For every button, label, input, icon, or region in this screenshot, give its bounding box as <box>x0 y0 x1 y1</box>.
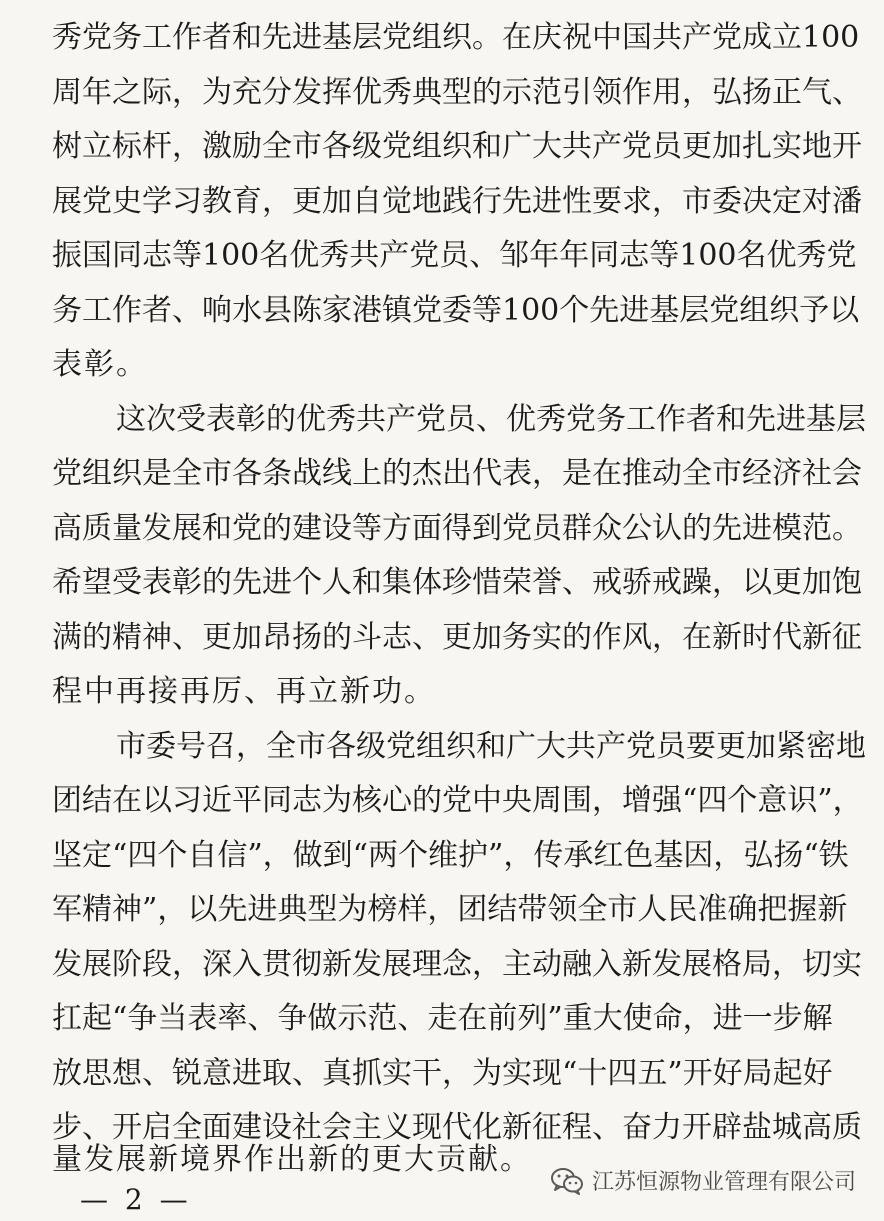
paragraph-line: 务工作者、响水县陈家港镇党委等100个先进基层党组织予以 <box>52 293 860 328</box>
paragraph-line: 市委号召，全市各级党组织和广大共产党员要更加紧密地 <box>116 729 866 764</box>
paragraph-line: 秀党务工作者和先进基层党组织。在庆祝中国共产党成立100 <box>52 20 860 55</box>
paragraph-line: 发展阶段，深入贯彻新发展理念，主动融入新发展格局，切实 <box>52 947 862 982</box>
paragraph-line: 程中再接再厉、再立新功。 <box>52 674 436 709</box>
paragraph-line: 扛起“争当表率、争做示范、走在前列”重大使命，进一步解 <box>52 1001 833 1036</box>
paragraph-line: 党组织是全市各条战线上的杰出代表，是在推动全市经济社会 <box>52 456 862 491</box>
paragraph-line: 高质量发展和党的建设等方面得到党员群众公认的先进模范。 <box>52 511 862 546</box>
paragraph-line: 希望受表彰的先进个人和集体珍惜荣誉、戒骄戒躁，以更加饱 <box>52 565 862 600</box>
paragraph-line: 展党史学习教育，更加自觉地践行先进性要求，市委决定对潘 <box>52 184 862 219</box>
wechat-icon <box>550 1167 584 1195</box>
paragraph-line: 量发展新境界作出新的更大贡献。 <box>52 1142 532 1177</box>
paragraph-line: 周年之际，为充分发挥优秀典型的示范引领作用，弘扬正气、 <box>52 75 862 110</box>
paragraph-line: 团结在以习近平同志为核心的党中央周围，增强“四个意识”， <box>52 783 863 818</box>
paragraph-line: 满的精神、更加昂扬的斗志、更加务实的作风，在新时代新征 <box>52 620 862 655</box>
paragraph-line: 这次受表彰的优秀共产党员、优秀党务工作者和先进基层 <box>116 402 866 437</box>
paragraph-line: 放思想、锐意进取、真抓实干，为实现“十四五”开好局起好 <box>52 1056 833 1091</box>
page-number: — 2 — <box>80 1183 192 1216</box>
paragraph-line: 军精神”，以先进典型为榜样，团结带领全市人民准确把握新 <box>52 892 848 927</box>
wechat-watermark <box>550 1165 856 1196</box>
paragraph-line: 步、开启全面建设社会主义现代化新征程、奋力开辟盐城高质 <box>52 1110 862 1145</box>
paragraph-line: 坚定“四个自信”，做到“两个维护”，传承红色基因，弘扬“铁 <box>52 838 849 873</box>
paragraph-line: 表彰。 <box>52 347 148 382</box>
paragraph-line: 树立标杆，激励全市各级党组织和广大共产党员更加扎实地开 <box>52 129 862 164</box>
watermark-text: 江苏恒源物业管理有限公司 <box>591 1170 856 1195</box>
paragraph-line: 振国同志等100名优秀共产党员、邹年年同志等100名优秀党 <box>52 238 857 273</box>
